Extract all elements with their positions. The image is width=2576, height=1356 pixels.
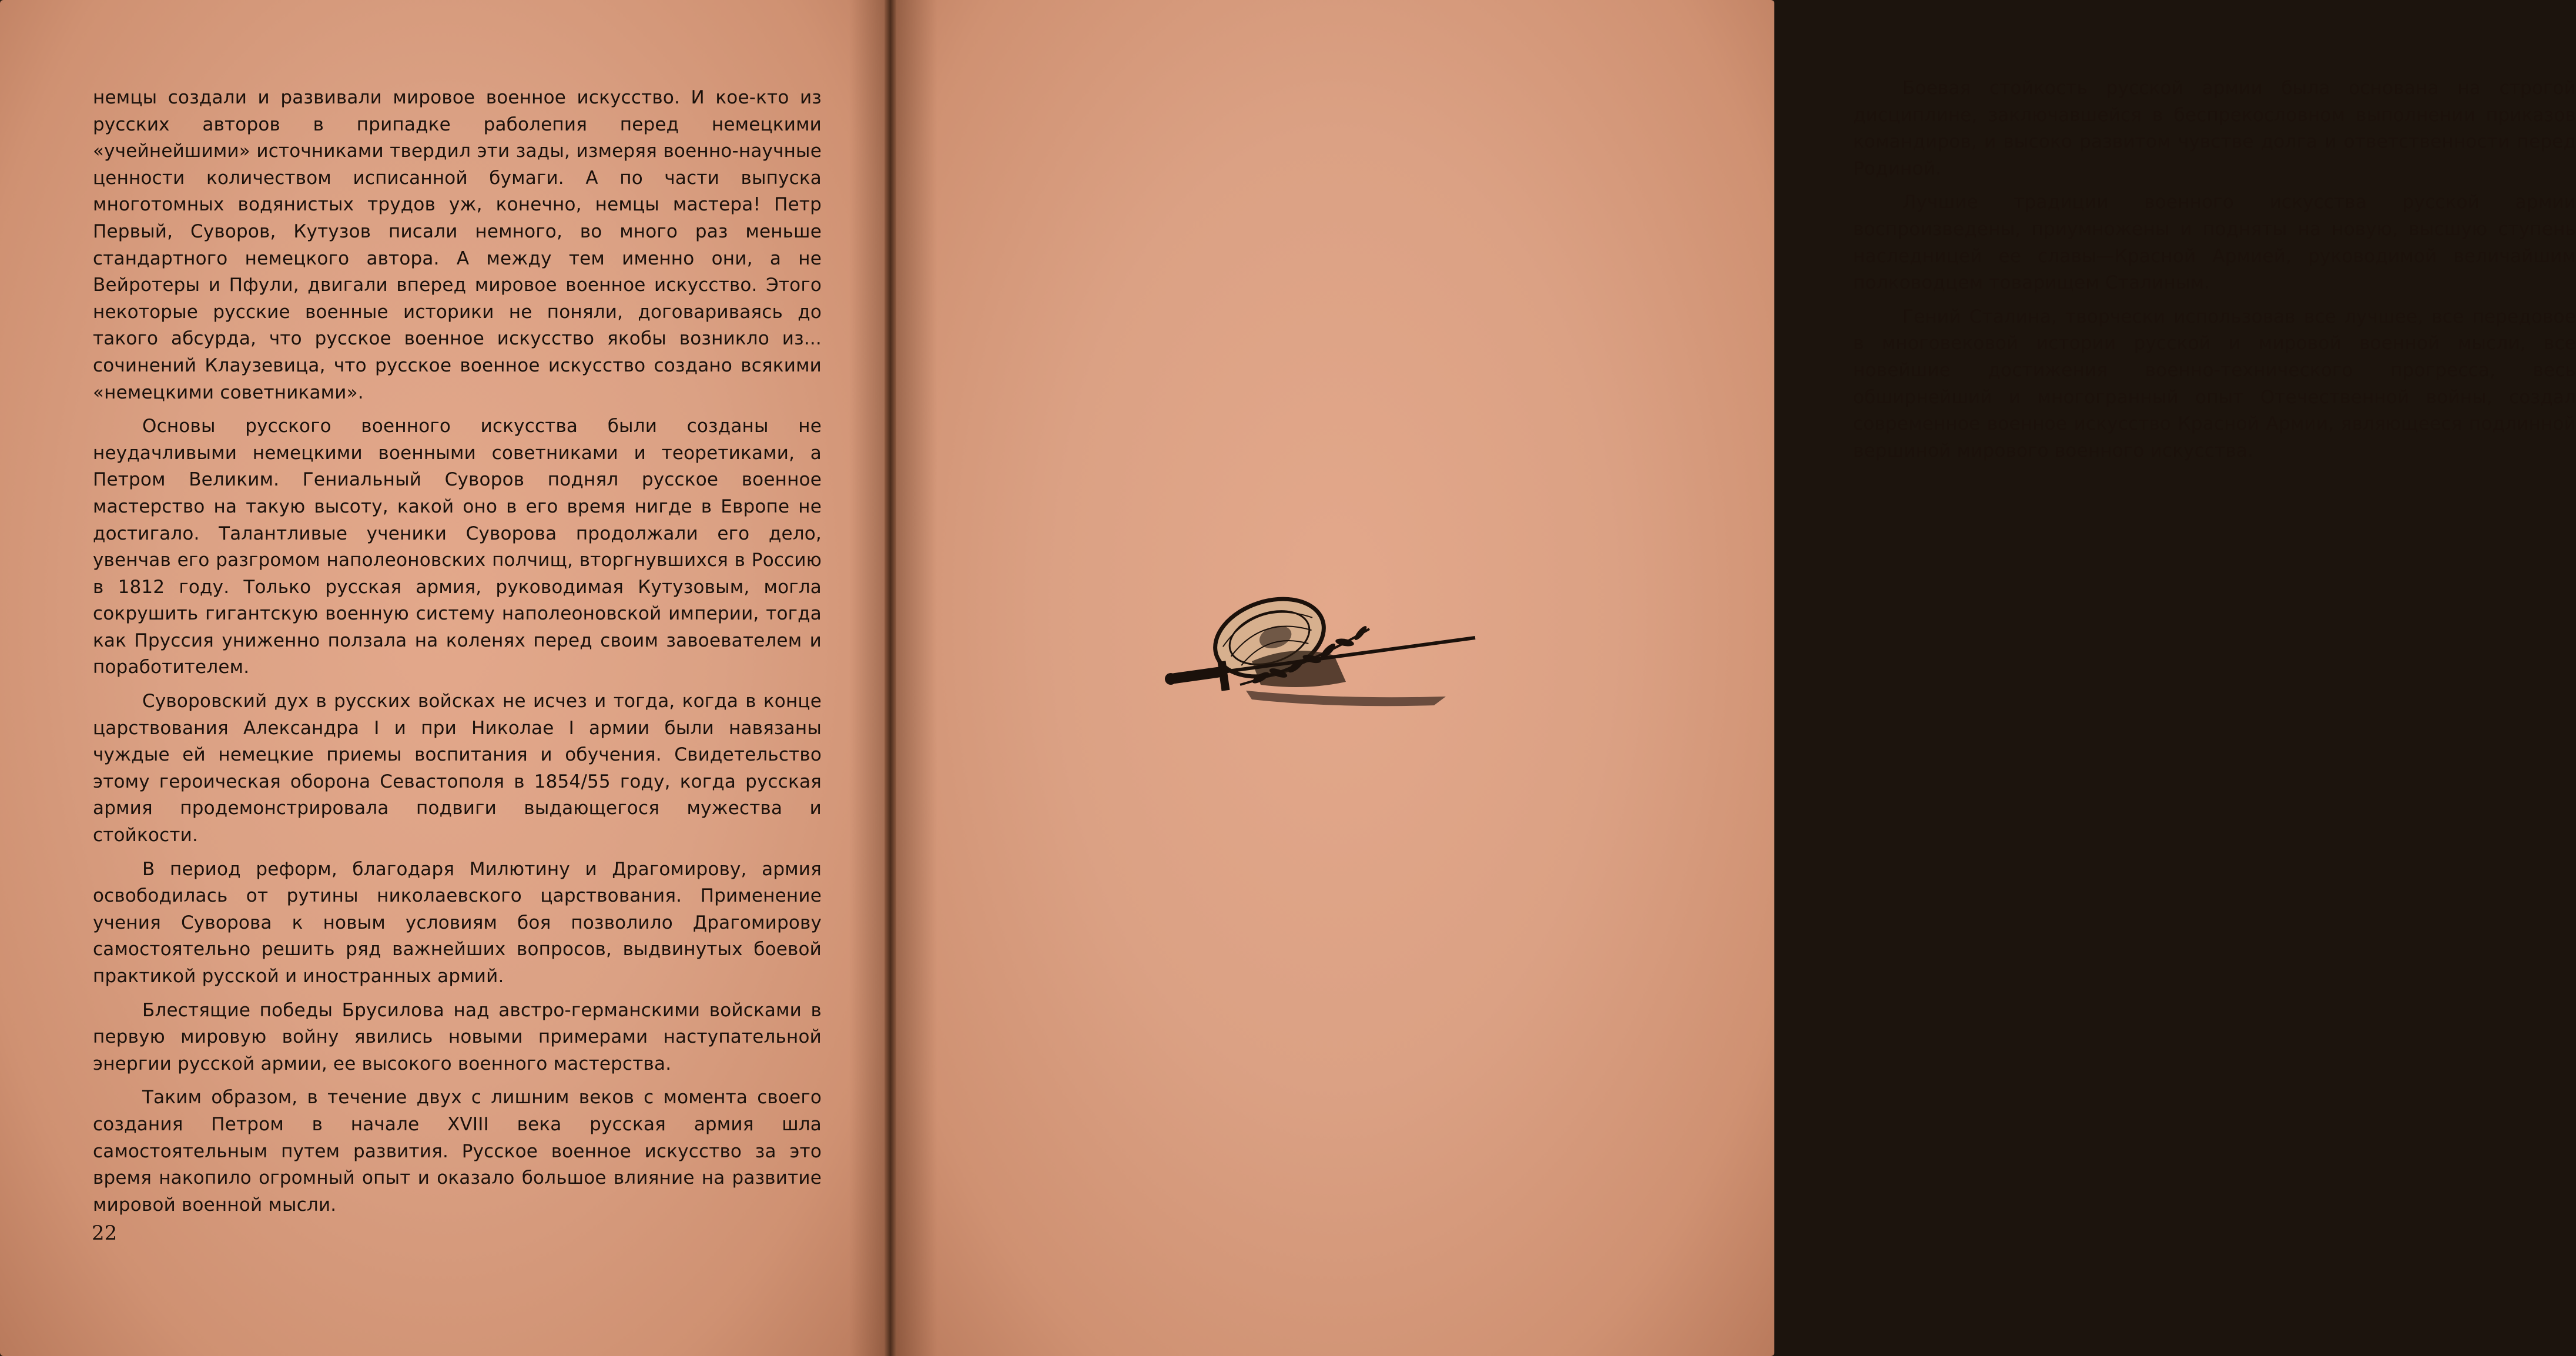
- paragraph: Блестящие победы Брусилова над австро-германскими войсками в первую мировую войну явились новыми примерами наступательной энергии русской армии, ее высокого военного мастерства.: [93, 999, 822, 1074]
- paragraph: Гений Сталина, творчески использовав все лучшее, все передовое в многовековой истории русской и мировой военной мысли, все новейшие достижения военно-технического прогресса, весь обширнейший и многогранный опыт Отечественной войны, создал современное военное искусство Красной Армии, являющееся подлинной вершиной мирового военного искусства.: [1853, 306, 2576, 461]
- paragraph: немцы создали и развивали мировое военное искусство. И кое-кто из русских авторов в припадке раболепия перед немецкими «учейнейшими» источниками твердил эти зады, измеряя военно-научные ценности количеством исписанной бумаги. А по части выпуска многотомных водянистых трудов уж, конечно, немцы мастера! Петр Первый, Суворов, Кутузов писали немного, во много раз меньше стандартного немецкого автора. А между тем именно они, а не Вейротеры и Пфули, двигали вперед мировое военное искусство. Этого некоторые русские военные историки не поняли, договариваясь до такого абсурда, что русское военное искусство якобы возникло из... сочинений Клаузевица, что русское военное искусство создано всякими «немецкими советниками».: [93, 87, 822, 403]
- paragraph: Лучшие традиции военного искусства русской армии воспроизведены, приумножены и подняты на новую, высшую ступень наследницей ее славы—Красной Армией, руководимой величайшим полководцем товарищем Сталиным.: [1853, 192, 2576, 294]
- paragraph: В период реформ, благодаря Милютину и Драгомирову, армия освободилась от рутины николаевского царствования. Применение учения Суворова к новым условиям боя позволило Драгомирову самостоятельно решить ряд важнейших вопросов, выдвинутых боевой практикой русской и иностранных армий.: [93, 858, 822, 987]
- right-page-text: [1853, 75, 2576, 471]
- book-gutter: [885, 0, 896, 1356]
- page-number: 22: [92, 1221, 118, 1245]
- gutter-shadow: [849, 0, 885, 1356]
- left-page-text: [93, 85, 822, 1226]
- paragraph: Таким образом, в течение двух с лишним веков с момента своего создания Петром в начале XVIII века русская армия шла самостоятельным путем развития. Русское военное искусство за это время накопило огромный опыт и оказало большое влияние на развитие мировой военной мысли.: [93, 1087, 822, 1216]
- paragraph: Суворовский дух в русских войсках не исчез и тогда, когда в конце царствования Александра I и при Николае I армии были навязаны чуждые ей немецкие приемы воспитания и обучения. Свидетельство этому героическая оборона Севастополя в 1854/55 году, когда русская армия продемонстрировала подвиги выдающегося мужества и стойкости.: [93, 691, 822, 846]
- paragraph: Основы русского военного искусства были созданы не неудачливыми немецкими военными советниками и теоретиками, а Петром Великим. Гениальный Суворов поднял русское военное мастерство на такую высоту, какой оно в его время нигде в Европе не достигало. Талантливые ученики Суворова продолжали его дело, увенчав его разгромом наполеоновских полчищ, вторгнувшихся в Россию в 1812 году. Только русская армия, руководимая Кутузовым, могла сокрушить гигантскую военную систему наполеоновской империи, тогда как Пруссия униженно ползала на коленях перед своим завоевателем и поработителем.: [93, 416, 822, 678]
- paragraph: Боевая стойкость русской армии была основана на строгой дисциплине, заключавшейся в беспрекословном выполнении приказов командиров, и высоко развитом чувстве долга и ответственности перед Родиной.: [1853, 78, 2576, 179]
- left-page: [0, 0, 885, 1356]
- shield-sword-laurel-emblem-icon: [1158, 573, 1487, 708]
- gutter-shadow: [896, 0, 937, 1356]
